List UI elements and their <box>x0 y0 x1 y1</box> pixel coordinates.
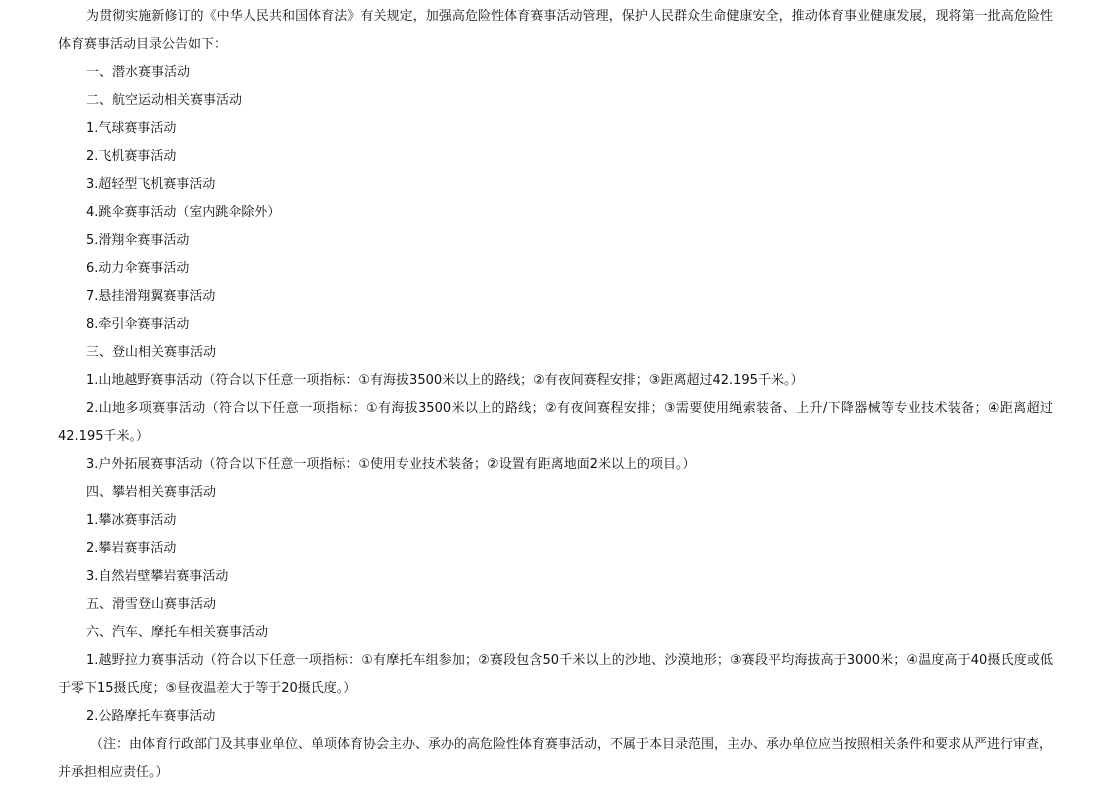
list-item: 1.攀冰赛事活动 <box>86 513 177 528</box>
list-item: 2.公路摩托车赛事活动 <box>86 709 216 724</box>
list-item: 1.山地越野赛事活动（符合以下任意一项指标：①有海拔3500米以上的路线；②有夜间赛程安排；③距离超过42.195千米。） <box>86 373 804 388</box>
section-heading-climbing: 四、攀岩相关赛事活动 <box>86 485 217 500</box>
list-item: 3.自然岩壁攀岩赛事活动 <box>86 569 229 584</box>
list-item: 3.超轻型飞机赛事活动 <box>86 177 216 192</box>
section-heading-mountaineering: 三、登山相关赛事活动 <box>86 345 217 360</box>
list-item: 5.滑翔伞赛事活动 <box>86 233 190 248</box>
list-item: 1.越野拉力赛事活动（符合以下任意一项指标：①有摩托车组参加；②赛段包含50千米以上的沙地、沙漠地形；③赛段平均海拔高于3000米；④温度高于40摄氏度或低于零下15摄氏度；⑤昼夜温差大于等于20摄氏度。） <box>58 653 1053 696</box>
list-item: 4.跳伞赛事活动（室内跳伞除外） <box>86 205 281 220</box>
list-item: 2.飞机赛事活动 <box>86 149 177 164</box>
intro-paragraph: 为贯彻实施新修订的《中华人民共和国体育法》有关规定，加强高危险性体育赛事活动管理，保护人民群众生命健康安全，推动体育事业健康发展，现将第一批高危险性体育赛事活动目录公告如下： <box>58 9 1053 52</box>
list-item: 6.动力伞赛事活动 <box>86 261 190 276</box>
list-item: 2.山地多项赛事活动（符合以下任意一项指标：①有海拔3500米以上的路线；②有夜间赛程安排；③需要使用绳索装备、上升/下降器械等专业技术装备；④距离超过42.195千米。） <box>58 401 1053 444</box>
list-item: 2.攀岩赛事活动 <box>86 541 177 556</box>
list-item: 3.户外拓展赛事活动（符合以下任意一项指标：①使用专业技术装备；②设置有距离地面2米以上的项目。） <box>86 457 696 472</box>
section-heading-diving: 一、潜水赛事活动 <box>86 65 191 80</box>
list-item: 7.悬挂滑翔翼赛事活动 <box>86 289 216 304</box>
section-heading-motorsport: 六、汽车、摩托车相关赛事活动 <box>86 625 269 640</box>
section-heading-aviation: 二、航空运动相关赛事活动 <box>86 93 243 108</box>
section-heading-ski-mountaineering: 五、滑雪登山赛事活动 <box>86 597 217 612</box>
footnote: （注：由体育行政部门及其事业单位、单项体育协会主办、承办的高危险性体育赛事活动，不属于本目录范围，主办、承办单位应当按照相关条件和要求从严进行审查，并承担相应责任。） <box>58 737 1053 780</box>
list-item: 8.牵引伞赛事活动 <box>86 317 190 332</box>
list-item: 1.气球赛事活动 <box>86 121 177 136</box>
announcement-document <box>58 3 1053 787</box>
